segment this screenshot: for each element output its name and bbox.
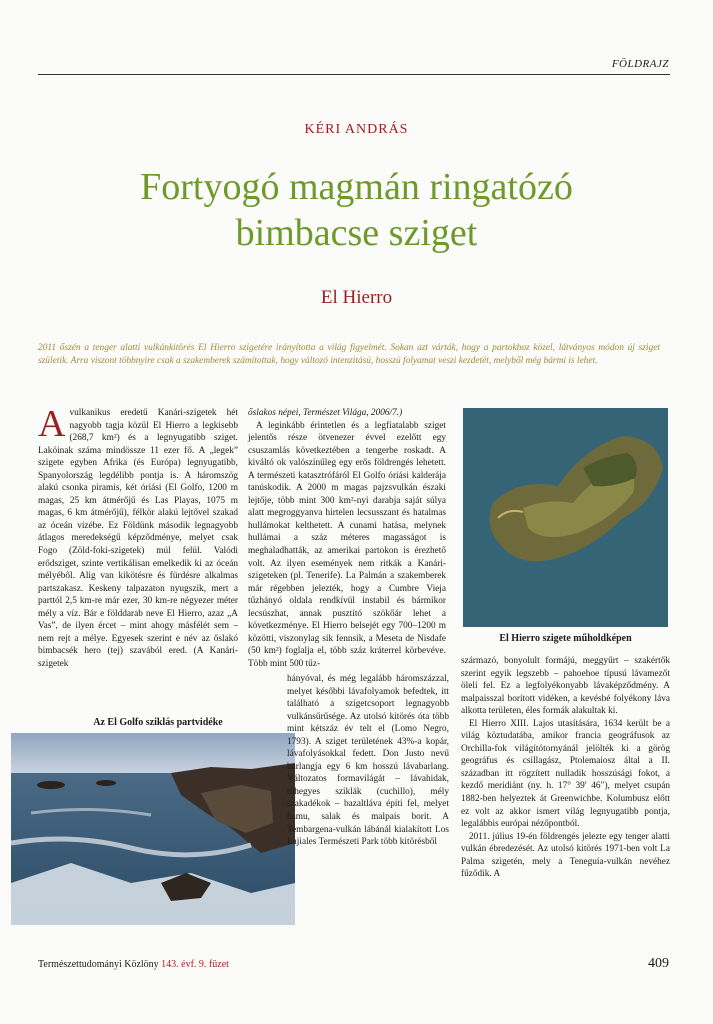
column-1 — [38, 403, 238, 670]
footer-journal — [38, 959, 229, 970]
page-number: 409 — [648, 956, 669, 971]
column-2-wrap — [287, 673, 449, 849]
article-title-line1: Fortyogó magmán ringatózó — [140, 166, 573, 208]
paragraph: vulkanikus eredetű Kanári-szigetek hét nagyobb tagja közül El Hierro a legkisebb (268,7 km²) és a legnyugatibb sziget. Lakóinak száma mindössze 11 ezer fő. A „legek” szigete egyben Afrika (és Európa) legnyugatibb, Spanyolország legdélibb pontja is. A háromszög alakú csonka piramis, két óriási (El Golfo, 1200 m magas, 25 km átmérőjű és Las Playas, 1075 m magas, 6 km átmérőjű), félkör alakú lejtővel szakad az óceán vízébe. Ez Földünk második legnagyobb átlagos meredekségű képződménye, melyet csak Fogo (Zöld-foki-szigetek) múl felül. Valódi erődsziget, szinte vertikálisan emelkedik ki az óceán mélyéből. Alig van kikötésre és fürdésre alkalmas partszakasz. Keskeny talpazaton nyugszik, mert a parttól 2,5 km-re már ezer, 30 km-re négyezer méter mély a víz. Bár e földdarab neve El Hierro, azaz „A Vas”, de ilyen ércet – mint ahogy másfélét sem – nem rejt a mélye. Egyesek szerint e név az őslakó bimbacsék hero (tej) szavából ered. (A Kanári-szigetek — [38, 408, 238, 669]
coast-photo-caption: Az El Golfo sziklás partvidéke — [93, 717, 223, 728]
paragraph: 2011. július 19-én földrengés jelezte egy tenger alatti vulkán ébredezését. Az utolsó kitörés 1971-ben volt La Palma szigetén, mely a Teneguía-vulkán nevéhez fűződik. A — [461, 831, 670, 880]
journal-volume: 143. évf. 9. füzet — [161, 959, 229, 970]
column-3 — [461, 655, 670, 881]
paragraph: El Hierro XIII. Lajos utasítására, 1634 került be a világ köztudatába, amikor francia geográfusok az Orchilla-fok világítótornyánál jelölték ki a görög geográfus és csillagász, Ptolemaiosz által a II. században itt rögzített nulladik hosszúsági fokot, a kezdő meridiánt (ny. h. 17° 39′ 46″), melyet csupán 1882-ben helyeztek át Greenwichbe. Kolumbusz előtt ez volt az akkor ismert világ legnyugatibb pontja, legalábbis európai nézőpontból. — [461, 718, 670, 830]
column-2 — [248, 407, 446, 670]
satellite-caption: El Hierro szigete műholdképen — [499, 633, 632, 644]
drop-cap: A — [38, 403, 66, 445]
paragraph: hányóval, és még legalább háromszázzal, melyet későbbi lávafolyamok befedtek, itt található a szigetcsoport legnagyobb vulkánsűrűsége. Az utolsó kitörés óta több mint kétszáz év telt el (Lomo Negro, 1793). A sziget területének 43%-a kopár, lávafolyásokkal fedett. Don Justo nevű barlangja egy 6 km hosszú lávabarlang. Változatos formavilágát – lávahidak, tűhegyes sziklák (cuchillo), mély szakadékok – bazaltláva építi fel, melyet hamu, salak és malpais borít. A Tembargena-vulkán lábánál kialakított Los Lajiales Természeti Park több kitörésből — [287, 674, 449, 848]
coast-photo — [11, 733, 295, 925]
journal-name: Természettudományi Közlöny — [38, 959, 159, 970]
satellite-image — [463, 408, 668, 627]
paragraph: őslakos népei, Természet Világa, 2006/7.) — [248, 408, 403, 418]
section-label: FÖLDRAJZ — [611, 58, 669, 70]
header-rule — [38, 74, 670, 75]
paragraph: származó, bonyolult formájú, meggyűrt – szakértők szerint egyik legszebb – pahoehoe típusú lávamezőt öleli fel. Ez a legfolyékonyabb lávaképződmény. A malpaisszal borított vidéken, a kevésbé folyékony láva alkotta területen, éles formák alakultak ki. — [461, 656, 670, 717]
paragraph: A leginkább érintetlen és a legfiatalabb sziget jelentős része ötvenezer évvel ezelőtt egy csuszamlás következtében a tengerbe roskadt. A kiváltó ok valószínűleg egy erős földrengés lehetett. A természeti katasztrófáról El Golfo óriási kalderája tanúskodik. A 2000 m magas pajzsvulkán északi lejtője, több mint 300 km²-nyi darabja saját súlya alatt megroggyanva hirtelen lecsusszant és hatalmas hullámokat kelthetett. A cunami hatása, melynek hullámai a száz méteres magasságot is meghaladhatták, az amerikai partokon is érezhető volt. Az ilyen események nem ritkák a Kanári-szigeteken (pl. Tenerife). La Palmán a szakemberek már régebben jelezték, hogy a Cumbre Vieja tűzhányó oldala rendkívül instabil és bármikor lecsúszhat, annak pusztító szökőár lehet a következménye. El Hierro belsejét egy 700–1200 m közötti, viszonylag sík fennsík, a Meseta de Nisdafe (50 km²) foglalja el, több száz kráterrel körbevéve. Több mint 500 tűz- — [248, 420, 446, 669]
article-title — [0, 164, 713, 256]
article-title-line2: bimbacse sziget — [235, 212, 478, 254]
article-author: KÉRI ANDRÁS — [304, 122, 409, 137]
article-lead: 2011 őszén a tenger alatti vulkánkitörés El Hierro szigetére irányította a világ figyelmét. Sokan azt várták, hogy a partokhoz közel, látványos módon új sziget születik. Arra viszont többnyire csak a szakemberek számítottak, hogy változó intenzitású, hosszú folyamat veszi kezdetét, melyből még bármi is lehet. — [38, 343, 660, 366]
article-subtitle: El Hierro — [320, 287, 393, 308]
